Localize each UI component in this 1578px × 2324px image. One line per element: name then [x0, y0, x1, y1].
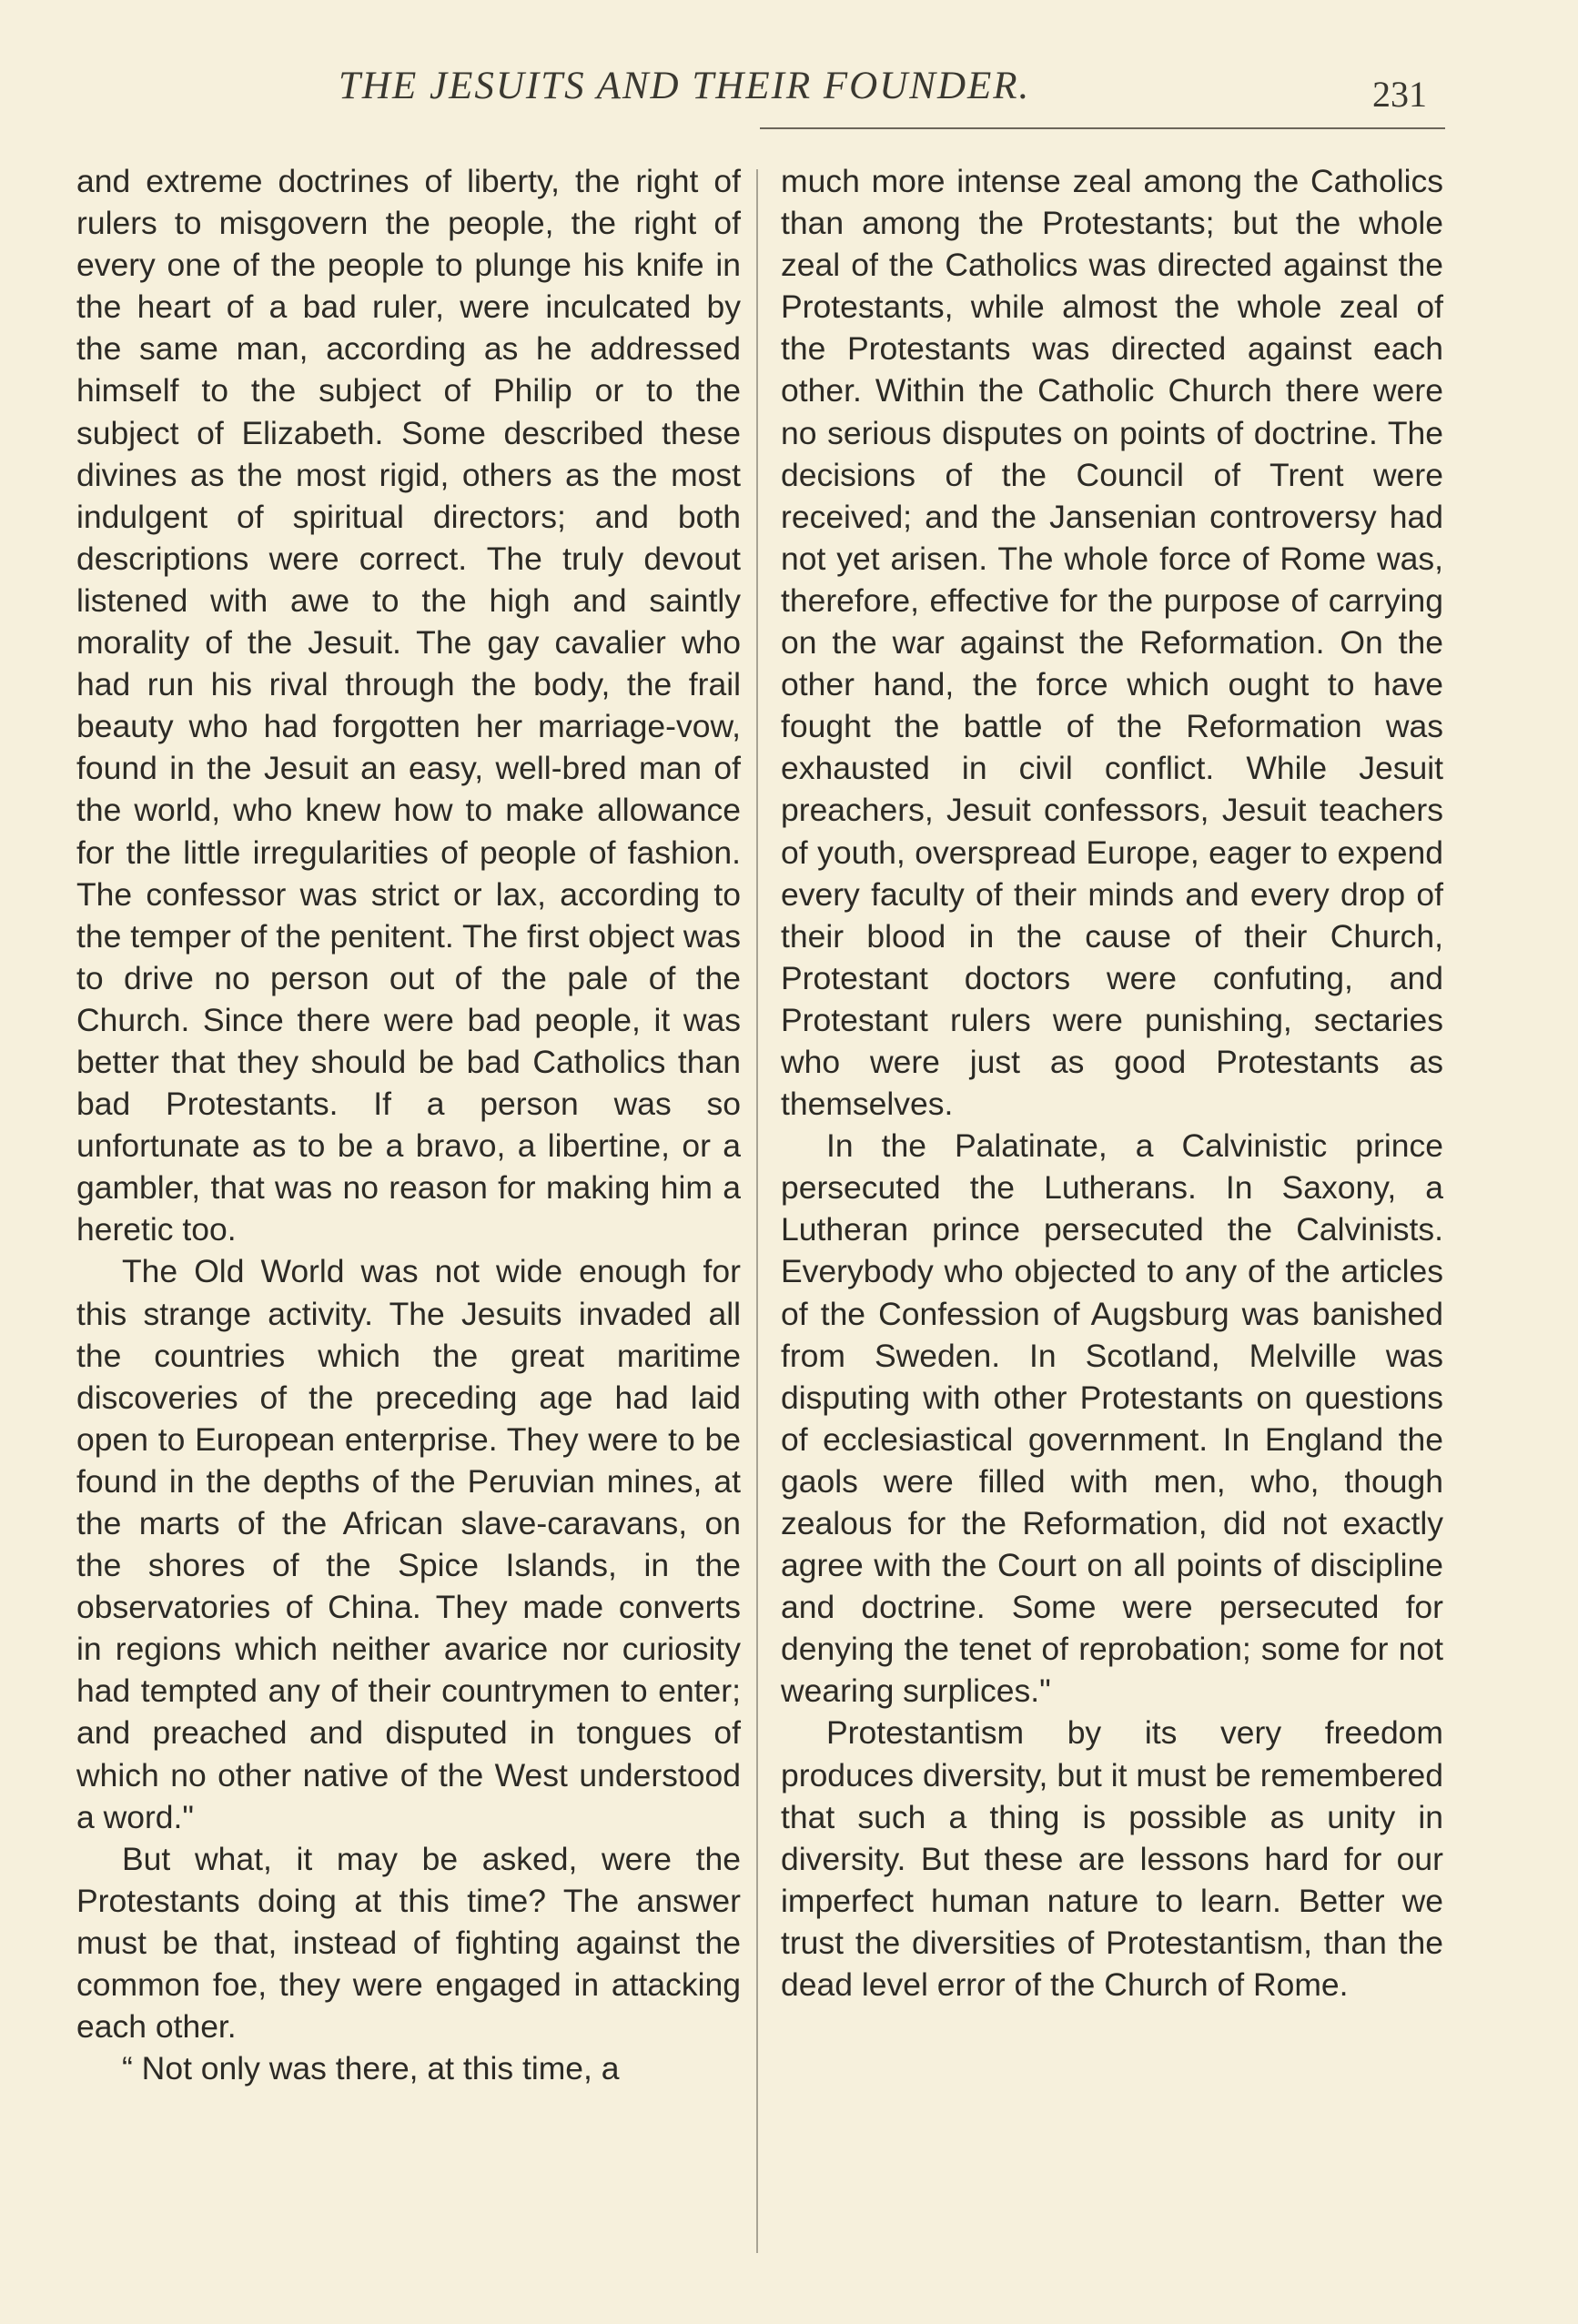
paragraph: and extreme doctrines of liberty, the right of rulers to misgovern the people, the right of every one of the people to plunge his knife in the heart of a bad ruler, were inculcated by the same man, according as he addressed himself to the subject of Philip or to the subject of Elizabeth. Some described these divines as the most rigid, others as the most indulgent of spiritual directors; and both descriptions were correct. The truly devout listened with awe to the high and saintly morality of the Jesuit. The gay cavalier who had run his rival through the body, the frail beauty who had forgotten her marriage-vow, found in the Jesuit an easy, well-bred man of the world, who knew how to make allowance for the little irregularities of people of fashion. The confessor was strict or lax, according to the temper of the penitent. The first object was to drive no person out of the pale of the Church. Since there were bad people, it was better that they should be bad Catholics than bad Protestants. If a person was so unfortunate as to be a bravo, a libertine, or a gambler, that was no reason for making him a heretic too. — [76, 163, 741, 1248]
running-title: THE JESUITS AND THEIR FOUNDER. — [339, 65, 1031, 107]
header-rule — [760, 127, 1445, 129]
paragraph: “ Not only was there, at this time, a — [122, 2050, 620, 2087]
paragraph: much more intense zeal among the Catholics than among the Protestants; but the whole zeal of the Catholics was directed against the Protestants, while almost the whole zeal of the Protestants was directed against each other. Within the Catholic Church there were no serious disputes on points of doctrine. The decisions of the Council of Trent were received; and the Jansenian controversy had not yet arisen. The whole force of Rome was, therefore, effective for the purpose of carrying on the war against the Reformation. On the other hand, the force which ought to have fought the battle of the Reformation was exhausted in civil conflict. While Jesuit preachers, Jesuit confessors, Jesuit teachers of youth, overspread Europe, eager to expend every faculty of their minds and every drop of their blood in the cause of their Church, Protestant doctors were confuting, and Protestant rulers were punishing, sectaries who were just as good Protestants as themselves. — [781, 163, 1443, 1123]
paragraph: In the Palatinate, a Calvinistic prince persecuted the Lutherans. In Saxony, a Lutheran prince persecuted the Calvinists. Everybody who objected to any of the articles of the Confession of Augsburg was banished from Sweden. In Scotland, Melville was disputing with other Protestants on questions of ecclesiastical government. In England the gaols were filled with men, who, though zealous for the Reformation, did not exactly agree with the Court on all points of discipline and doctrine. Some were persecuted for denying the tenet of reprobation; some for not wearing surplices." — [781, 1127, 1443, 1710]
page-number: 231 — [1372, 74, 1427, 115]
column-divider — [756, 169, 758, 2253]
left-column — [76, 160, 741, 2089]
paragraph: But what, it may be asked, were the Protestants doing at this time? The answer must be that, instead of fighting against the common foe, they were engaged in attacking each other. — [76, 1840, 741, 2046]
right-column — [781, 160, 1443, 2006]
paragraph: The Old World was not wide enough for this strange activity. The Jesuits invaded all the countries which the great maritime discoveries of the preceding age had laid open to European enterprise. They were to be found in the depths of the Peruvian mines, at the marts of the African slave-caravans, on the shores of the Spice Islands, in the observatories of China. They made converts in regions which neither avarice nor curiosity had tempted any of their countrymen to enter; and preached and disputed in tongues of which no other native of the West understood a word." — [76, 1253, 741, 1835]
paragraph: Protestantism by its very freedom produces diversity, but it must be remembered that such a thing is possible as unity in diversity. But these are lessons hard for our imperfect human nature to learn. Better we trust the diversities of Protestantism, than the dead level error of the Church of Rome. — [781, 1714, 1443, 2004]
